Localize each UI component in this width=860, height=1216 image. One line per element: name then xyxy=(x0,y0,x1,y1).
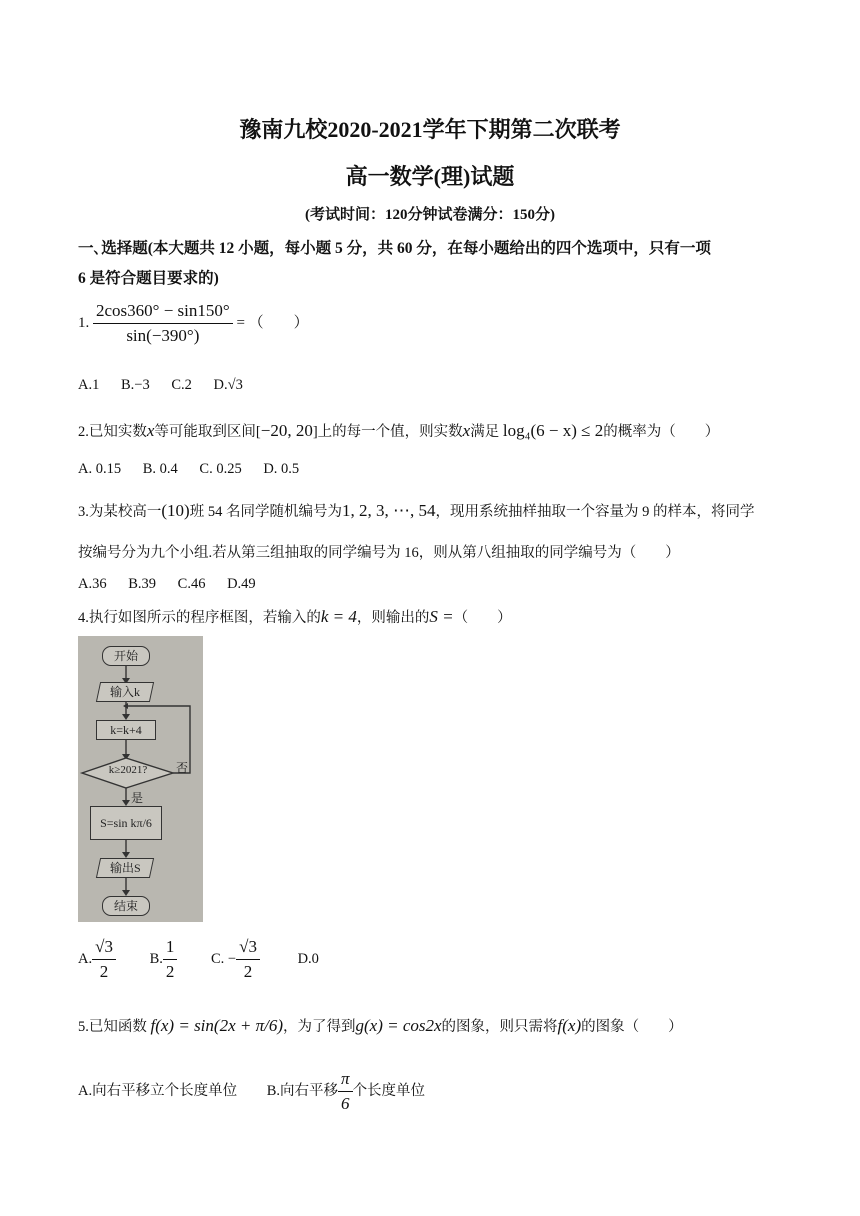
option-b: B. 0.4 xyxy=(142,461,178,477)
q2-text: 2.已知实数 xyxy=(78,424,147,440)
flow-check: k≥2021? xyxy=(108,764,148,776)
question-4 xyxy=(78,606,512,627)
exam-subtitle: 高一数学(理)试题 xyxy=(345,164,515,189)
option-b-fraction xyxy=(163,937,178,982)
option-a-numerator: √3 xyxy=(92,937,116,960)
q5-text: 的图象，则只需将 xyxy=(441,1019,558,1035)
q5-options xyxy=(78,1069,425,1114)
option-d: D.0 xyxy=(297,950,319,967)
q1-fraction xyxy=(93,301,233,346)
option-a-label: A. xyxy=(78,950,93,967)
flowchart-image xyxy=(78,636,203,922)
option-c-fraction xyxy=(236,937,260,982)
option-a: A.向右平移立个长度单位 xyxy=(78,1082,238,1099)
question-3-line2: 按编号分为九个小组.若从第三组抽取的同学编号为 16，则从第八组抽取的同学编号为（ ） xyxy=(78,545,680,561)
q4-text: 4.执行如图所示的程序框图，若输入的 xyxy=(78,610,321,626)
option-d: D. 0.5 xyxy=(263,461,300,477)
option-c: C.46 xyxy=(177,576,206,592)
flow-input xyxy=(96,682,154,702)
q4-condition: k = 4 xyxy=(320,607,357,626)
flow-start: 开始 xyxy=(102,646,150,666)
option-b xyxy=(266,1069,426,1113)
question-number: 1. xyxy=(78,314,90,331)
q4-text: ，则输出的 xyxy=(356,610,430,626)
flow-assign: S=sin kπ/6 xyxy=(90,806,162,840)
option-b-text: 个长度单位 xyxy=(352,1082,426,1099)
q4-options xyxy=(78,937,319,982)
option-c: C.2 xyxy=(171,377,192,393)
option-a-denominator: 2 xyxy=(99,962,109,981)
option-b-numerator: 1 xyxy=(163,937,178,960)
q4-text: （ ） xyxy=(453,610,512,626)
q3-sequence: 1, 2, 3, ⋯, 54 xyxy=(341,501,436,520)
option-d: D.49 xyxy=(227,576,256,592)
q3-text: ，现用系统抽样抽取一个容量为 9 的样本，将同学 xyxy=(435,504,755,520)
option-b-denominator: 6 xyxy=(341,1094,350,1113)
flow-yes-label: 是 xyxy=(131,791,144,805)
option-a: A. 0.15 xyxy=(78,461,122,477)
option-b-denominator: 2 xyxy=(165,962,175,981)
q1-tail: = （ ） xyxy=(236,314,309,331)
q1-denominator: sin(−390°) xyxy=(126,326,200,345)
option-a xyxy=(78,937,120,981)
var-x: x xyxy=(462,421,471,440)
var-x: x xyxy=(146,421,155,440)
option-c-label: C. − xyxy=(211,950,237,967)
q5-text: ，为了得到 xyxy=(282,1019,356,1035)
q1-numerator: 2cos360° − sin150° xyxy=(93,301,233,324)
q3-text: 班 54 名同学随机编号为 xyxy=(189,504,342,520)
q2-interval: −20, 20 xyxy=(260,421,313,440)
option-d: D.√3 xyxy=(213,377,243,393)
q5-text: 5.已知函数 xyxy=(78,1019,147,1035)
flow-input-label: 输入k xyxy=(109,685,140,699)
question-3 xyxy=(78,500,754,521)
option-c-numerator: √3 xyxy=(236,937,260,960)
exam-title: 豫南九校2020-2021学年下期第二次联考 xyxy=(239,117,621,142)
q5-text: 的图象（ ） xyxy=(581,1019,683,1035)
flow-no-label: 否 xyxy=(176,761,189,775)
question-1 xyxy=(78,301,309,346)
option-a: A.1 xyxy=(78,377,100,393)
option-b-numerator: π xyxy=(338,1069,353,1092)
question-2 xyxy=(78,420,719,441)
option-a-fraction xyxy=(92,937,116,982)
flowchart-lines xyxy=(78,636,203,922)
q2-text: 等可能取到区间[ xyxy=(154,424,261,440)
option-b: B.−3 xyxy=(120,377,150,393)
option-b xyxy=(149,937,181,981)
q2-options xyxy=(78,461,317,478)
q5-function-g: g(x) = cos2x xyxy=(355,1016,442,1035)
option-b-fraction xyxy=(338,1069,353,1114)
flow-step: k=k+4 xyxy=(96,720,156,740)
option-a: A.36 xyxy=(78,576,107,592)
option-b: B.39 xyxy=(128,576,157,592)
option-c: C. 0.25 xyxy=(199,461,242,477)
section-heading-line1: 一､选择题(本大题共 12 小题，每小题 5 分，共 60 分，在每小题给出的四个选项中，只有一项 xyxy=(78,240,711,257)
exam-info: (考试时间：120分钟试卷满分：150分) xyxy=(305,207,555,223)
flow-end: 结束 xyxy=(102,896,150,916)
q1-options xyxy=(78,377,261,394)
q2-text: 的概率为（ ） xyxy=(603,424,720,440)
q3-options xyxy=(78,576,274,593)
flow-output xyxy=(96,858,154,878)
option-c xyxy=(211,937,264,981)
option-b-label: B. xyxy=(149,950,163,967)
question-5 xyxy=(78,1015,683,1036)
q3-class: (10) xyxy=(161,501,190,520)
flow-output-label: 输出S xyxy=(109,861,141,875)
q2-text: ]上的每一个值，则实数 xyxy=(312,424,463,440)
q2-condition: log₄(6 − x) ≤ 2 xyxy=(502,421,604,440)
option-c-denominator: 2 xyxy=(243,962,253,981)
q5-function-f-ref: f(x) xyxy=(557,1016,582,1035)
q3-text: 3.为某校高一 xyxy=(78,504,162,520)
section-heading-line2: 6 是符合题目要求的) xyxy=(78,270,219,287)
q2-text: 满足 xyxy=(470,424,500,440)
option-b-text: B.向右平移 xyxy=(266,1082,339,1099)
q4-output-var: S = xyxy=(429,607,454,626)
q5-function-f: f(x) = sin(2x + π/6) xyxy=(150,1016,283,1035)
